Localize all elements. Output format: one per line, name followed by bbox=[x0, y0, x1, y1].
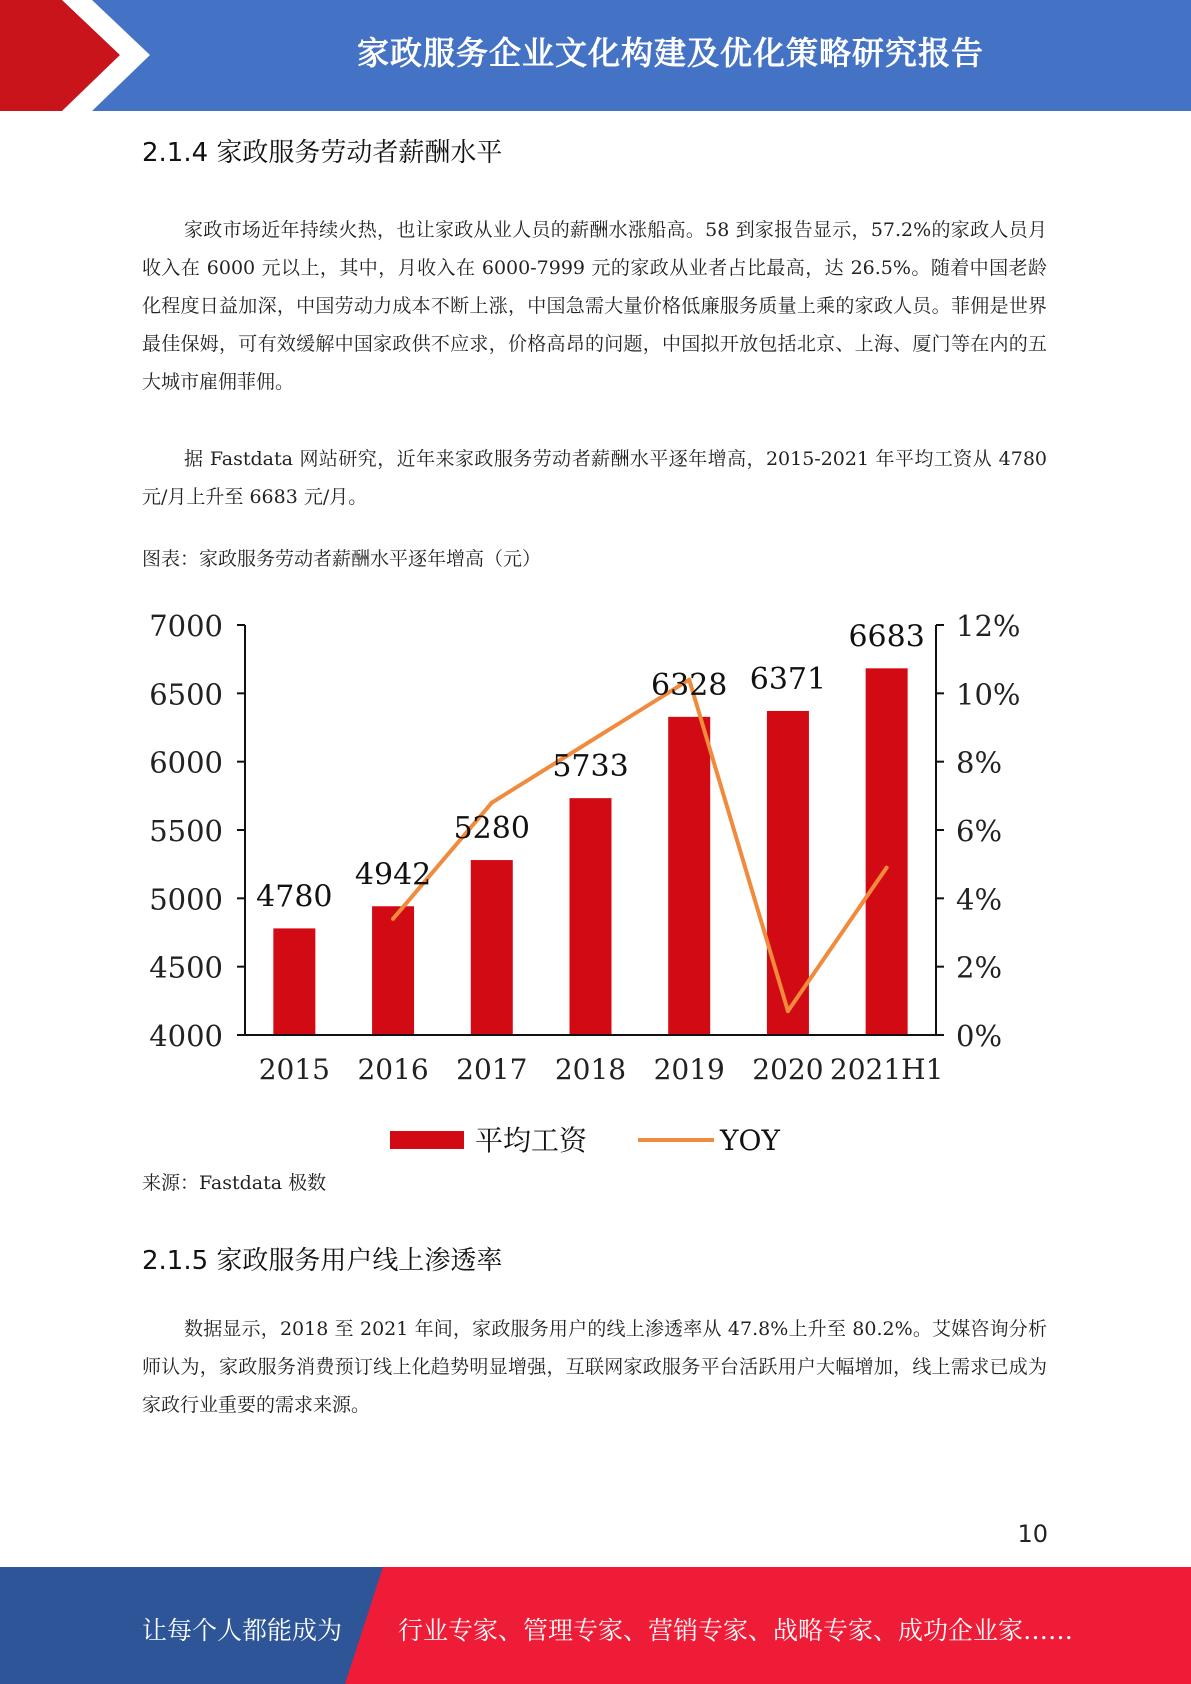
bar-2016 bbox=[372, 906, 414, 1035]
legend-swatch-bar bbox=[390, 1131, 464, 1149]
bar-value-label: 4942 bbox=[354, 857, 432, 893]
paragraph-online-penetration: 数据显示，2018 至 2021 年间，家政服务用户的线上渗透率从 47.8%上升至 80.2%。艾媒咨询分析师认为，家政服务消费预订线上化趋势明显增强，互联网家政服务平台活跃用户大幅增加，线上需求已成为家政行业重要的需求来源。 bbox=[142, 1318, 1047, 1416]
section-heading-215: 2.1.5 家政服务用户线上渗透率 bbox=[142, 1246, 503, 1276]
salary-chart bbox=[142, 590, 1052, 1170]
left-tick-label: 4500 bbox=[149, 950, 223, 985]
right-tick-label: 0% bbox=[956, 1019, 1003, 1053]
left-tick-label: 7000 bbox=[149, 609, 223, 643]
left-tick-label: 4000 bbox=[149, 1019, 223, 1053]
right-tick-label: 12% bbox=[956, 609, 1021, 643]
bar-2015 bbox=[273, 928, 315, 1035]
x-tick-label: 2018 bbox=[554, 1053, 627, 1086]
bar-value-label: 6683 bbox=[848, 619, 925, 655]
x-tick-label: 2021H1 bbox=[829, 1053, 944, 1086]
page-number: 10 bbox=[1017, 1520, 1048, 1548]
left-tick-label: 5500 bbox=[149, 814, 223, 848]
footer-slogan-left: 让每个人都能成为 bbox=[142, 1616, 343, 1645]
chart-source: 来源：Fastdata 极数 bbox=[142, 1172, 327, 1194]
paragraph-salary-intro: 家政市场近年持续火热，也让家政从业人员的薪酬水涨船高。58 到家报告显示，57.2%的家政人员月收入在 6000 元以上，其中，月收入在 6000-7999 元的家政从业者占比最高，达 26.5%。随着中国老龄化程度日益加深，中国劳动力成本不断上涨，中国急需大量价格低廉服务质量上乘的家政人员。菲佣是世界最佳保姆，可有效缓解中国家政供不应求，价格高昂的问题，中国拟开放包括北京、上海、厦门等在内的五大城市雇佣菲佣。 bbox=[142, 219, 1047, 393]
legend-label-line: YOY bbox=[720, 1124, 780, 1157]
yoy-point-2020 bbox=[786, 1009, 790, 1013]
left-tick-label: 5000 bbox=[149, 882, 223, 917]
left-tick-label: 6000 bbox=[149, 745, 223, 780]
right-tick-label: 8% bbox=[956, 745, 1003, 780]
report-title: 家政服务企业文化构建及优化策略研究报告 bbox=[356, 34, 984, 72]
page-header bbox=[0, 0, 1191, 111]
bar-2019 bbox=[668, 717, 710, 1035]
page-footer bbox=[0, 1567, 1191, 1684]
bar-value-label: 6371 bbox=[749, 661, 827, 697]
left-tick-label: 6500 bbox=[149, 677, 223, 712]
bar-2017 bbox=[471, 860, 513, 1035]
right-tick-label: 6% bbox=[956, 814, 1003, 848]
x-tick-label: 2015 bbox=[258, 1053, 330, 1086]
bar-value-label: 6328 bbox=[651, 667, 728, 703]
paragraph-salary-fastdata: 据 Fastdata 网站研究，近年来家政服务劳动者薪酬水平逐年增高，2015-2021 年平均工资从 4780 元/月上升至 6683 元/月。 bbox=[142, 448, 1047, 508]
right-tick-label: 4% bbox=[956, 882, 1003, 917]
yoy-point-2017 bbox=[490, 801, 494, 805]
x-tick-label: 2016 bbox=[357, 1053, 429, 1086]
section-heading-214: 2.1.4 家政服务劳动者薪酬水平 bbox=[142, 138, 503, 168]
yoy-point-2016 bbox=[391, 917, 395, 921]
chart-caption: 图表：家政服务劳动者薪酬水平逐年增高（元） bbox=[142, 548, 542, 570]
footer-slogan-right: 行业专家、管理专家、营销专家、战略专家、成功企业家…… bbox=[398, 1616, 1074, 1645]
x-tick-label: 2019 bbox=[653, 1053, 725, 1086]
x-tick-label: 2017 bbox=[456, 1053, 528, 1086]
bar-value-label: 5280 bbox=[453, 811, 530, 847]
bar-2018 bbox=[570, 798, 612, 1035]
yoy-point-2021H1 bbox=[885, 866, 889, 870]
x-tick-label: 2020 bbox=[752, 1053, 824, 1086]
bar-value-label: 5733 bbox=[552, 749, 629, 785]
salary-chart-svg bbox=[142, 590, 1052, 1170]
right-tick-label: 10% bbox=[956, 677, 1021, 712]
legend-label-bar: 平均工资 bbox=[475, 1124, 588, 1157]
bar-value-label: 4780 bbox=[256, 879, 333, 915]
bar-2021H1 bbox=[866, 668, 908, 1035]
yoy-point-2018 bbox=[589, 739, 593, 743]
right-tick-label: 2% bbox=[956, 950, 1003, 985]
